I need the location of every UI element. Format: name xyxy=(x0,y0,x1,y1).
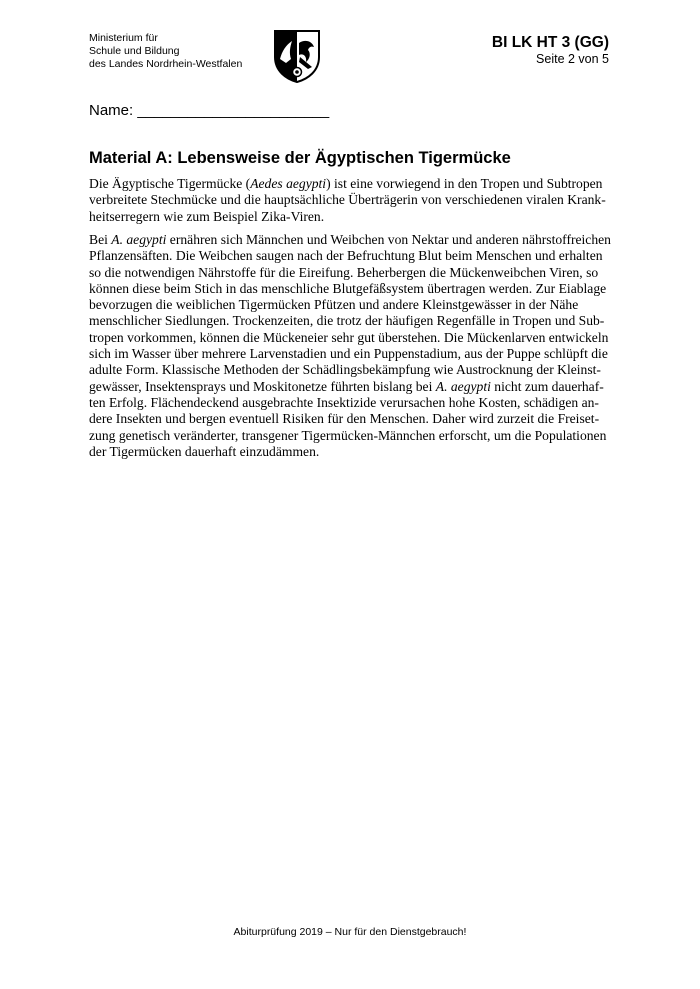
paragraph-2-line-6: menschlicher Siedlungen. Trockenzeiten, die trotz der häufigen Regenfälle in Tropen und Sub- xyxy=(89,313,605,329)
paragraph-1-line-2: verbreitete Stechmücke und die hauptsächliche Überträgerin von verschiedenen viralen Krank- xyxy=(89,192,606,208)
paragraph-2-line-1 xyxy=(89,232,629,248)
paragraph-2-line-12: dere Insekten und bergen eventuell Risiken für den Menschen. Daher wird zurzeit die Freiset- xyxy=(89,411,600,427)
paragraph-2-line-14: der Tigermücken dauerhaft einzudämmen. xyxy=(89,443,320,459)
paragraph-1-line-1 xyxy=(89,176,629,192)
exam-header xyxy=(492,33,609,66)
paragraph-2 xyxy=(89,232,629,460)
species-name: A. aegypti xyxy=(435,378,491,394)
text: gewässer, Insektensprays und Moskitonetze führten bislang bei xyxy=(89,378,436,394)
paragraph-2-line-11: ten Erfolg. Flächendeckend ausgebrachte Insektizide verursachen hohe Kosten, schädigen an- xyxy=(89,394,599,410)
paragraph-2-line-4: können diese beim Stich in das menschliche Blutgefäßsystem übertragen werden. Zur Eiablage xyxy=(89,280,607,296)
exam-code: BI LK HT 3 (GG) xyxy=(491,34,609,51)
paragraph-2-line-5: bevorzugen die weiblichen Tigermücken Pfützen und andere Kleinstgewässer in der Nähe xyxy=(89,297,579,313)
nrw-coat-of-arms-icon xyxy=(272,29,322,83)
ministry-line-1: Ministerium für xyxy=(89,32,158,44)
footer-note: Abiturprüfung 2019 – Nur für den Dienstgebrauch! xyxy=(233,926,467,938)
material-title: Material A: Lebensweise der Ägyptischen Tigermücke xyxy=(89,149,511,167)
text: ernähren sich Männchen und Weibchen von Nektar und anderen nährstoffreichen xyxy=(166,232,611,247)
ministry-name xyxy=(89,32,242,71)
paragraph-2-line-2: Pflanzensäften. Die Weibchen saugen nach der Befruchtung Blut beim Menschen und erhalten xyxy=(89,248,603,264)
paragraph-2-line-10 xyxy=(89,379,629,395)
text: nicht zum dauerhaf- xyxy=(490,378,604,394)
paragraph-2-line-9: adulte Form. Klassische Methoden der Schädlingsbekämpfung wie Austrocknung der Kleinst- xyxy=(89,362,601,378)
paragraph-1 xyxy=(89,176,629,225)
species-name: A. aegypti xyxy=(111,232,167,247)
paragraph-1-line-3: heitserregern wie zum Beispiel Zika-Viren. xyxy=(89,208,325,224)
ministry-line-2: Schule und Bildung xyxy=(89,45,180,57)
text: Die Ägyptische Tigermücke ( xyxy=(89,176,251,191)
ministry-line-3: des Landes Nordrhein-Westfalen xyxy=(89,58,243,70)
species-name: Aedes aegypti xyxy=(250,176,327,191)
text: ) ist eine vorwiegend in den Tropen und Subtropen xyxy=(326,176,603,191)
page-number: Seite 2 von 5 xyxy=(536,52,609,66)
text: Bei xyxy=(89,232,112,247)
paragraph-2-line-7: tropen vorkommen, können die Mückeneier sehr gut überstehen. Die Mückenlarven entwickeln xyxy=(89,329,609,345)
paragraph-2-line-8: sich im Wasser über mehrere Larvenstadien und ein Puppenstadium, aus der Puppe schlüpft die xyxy=(89,346,608,362)
paragraph-2-line-13: zung genetisch veränderter, transgener Tigermücken-Männchen erforscht, um die Populationen xyxy=(89,427,607,443)
paragraph-2-line-3: so die notwendigen Nährstoffe für die Eireifung. Beherbergen die Mückenweibchen Viren, so xyxy=(89,264,599,280)
name-field: Name: _______________________ xyxy=(89,102,330,119)
